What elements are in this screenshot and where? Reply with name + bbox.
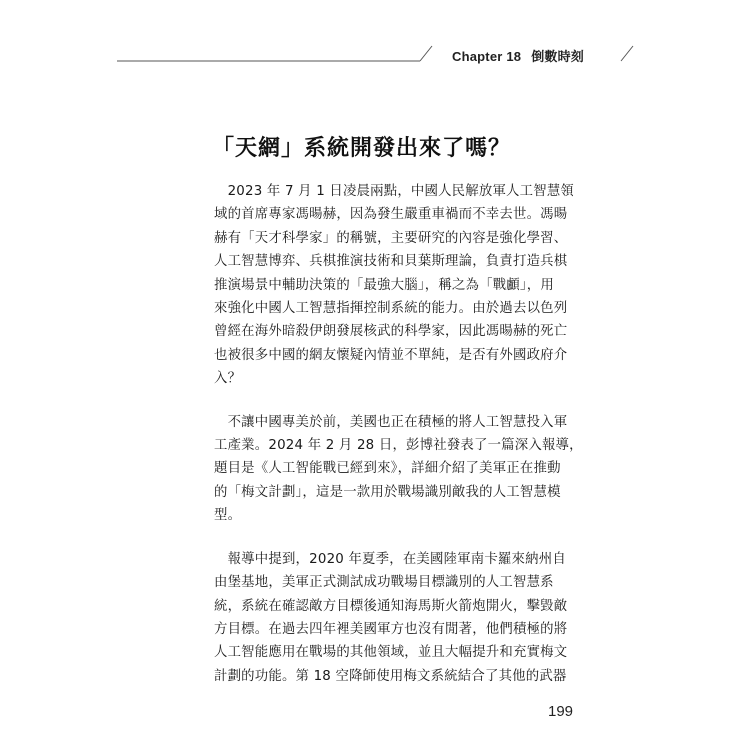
text-line: 報導中提到，2020 年夏季，在美國陸軍南卡羅來納州自 — [214, 551, 566, 567]
running-head-title: 倒數時刻 — [531, 49, 585, 64]
text-line: 方目標。在過去四年裡美國軍方也沒有閒著，他們積極的將 — [214, 621, 568, 637]
text-line: 曾經在海外暗殺伊朗發展核武的科學家，因此馮暘赫的死亡 — [214, 324, 568, 340]
paragraph-2 — [214, 411, 583, 528]
text-line: 工產業。2024 年 2 月 28 日，彭博社發表了一篇深入報導， — [214, 438, 583, 454]
section-heading: 「天網」系統開發出來了嗎？ — [212, 136, 512, 161]
running-head-chapter: Chapter 18 — [452, 49, 522, 64]
text-line: 計劃的功能。第 18 空降師使用梅文系統結合了其他的武器 — [214, 668, 567, 684]
text-line: 人工智慧博弈、兵棋推演技術和貝葉斯理論，負責打造兵棋 — [214, 254, 568, 270]
paragraph-1 — [214, 180, 575, 391]
text-line: 入？ — [214, 371, 242, 387]
text-line: 型。 — [214, 508, 242, 524]
running-head — [452, 46, 584, 65]
text-line: 域的首席專家馮暘赫，因為發生嚴重車禍而不幸去世。馮暘 — [214, 207, 568, 223]
text-line: 2023 年 7 月 1 日凌晨兩點，中國人民解放軍人工智慧領 — [214, 184, 575, 199]
body-text — [214, 180, 583, 708]
text-line: 人工智能應用在戰場的其他領域，並且大幅提升和充實梅文 — [214, 645, 568, 661]
text-line: 也被很多中國的網友懷疑內情並不單純，是否有外國政府介 — [214, 347, 568, 363]
text-line: 統，系統在確認敵方目標後通知海馬斯火箭炮開火，擊毀敵 — [214, 598, 568, 614]
page-number: 199 — [548, 703, 574, 720]
text-line: 來強化中國人工智慧指揮控制系統的能力。由於過去以色列 — [214, 301, 568, 317]
text-line: 不讓中國專美於前，美國也正在積極的將人工智慧投入軍 — [214, 414, 568, 430]
text-line: 推演場景中輔助決策的「最強大腦」，稱之為「戰顱」，用 — [214, 277, 554, 293]
paragraph-3 — [214, 548, 568, 688]
header-rule — [0, 0, 750, 80]
text-line: 題目是《人工智能戰已經到來》，詳細介紹了美軍正在推動 — [214, 461, 561, 477]
text-line: 的「梅文計劃」，這是一款用於戰場識別敵我的人工智慧模 — [214, 484, 561, 500]
text-line: 赫有「天才科學家」的稱號，主要研究的內容是強化學習、 — [214, 230, 568, 246]
text-line: 由堡基地，美軍正式測試成功戰場目標識別的人工智慧系 — [214, 575, 554, 591]
